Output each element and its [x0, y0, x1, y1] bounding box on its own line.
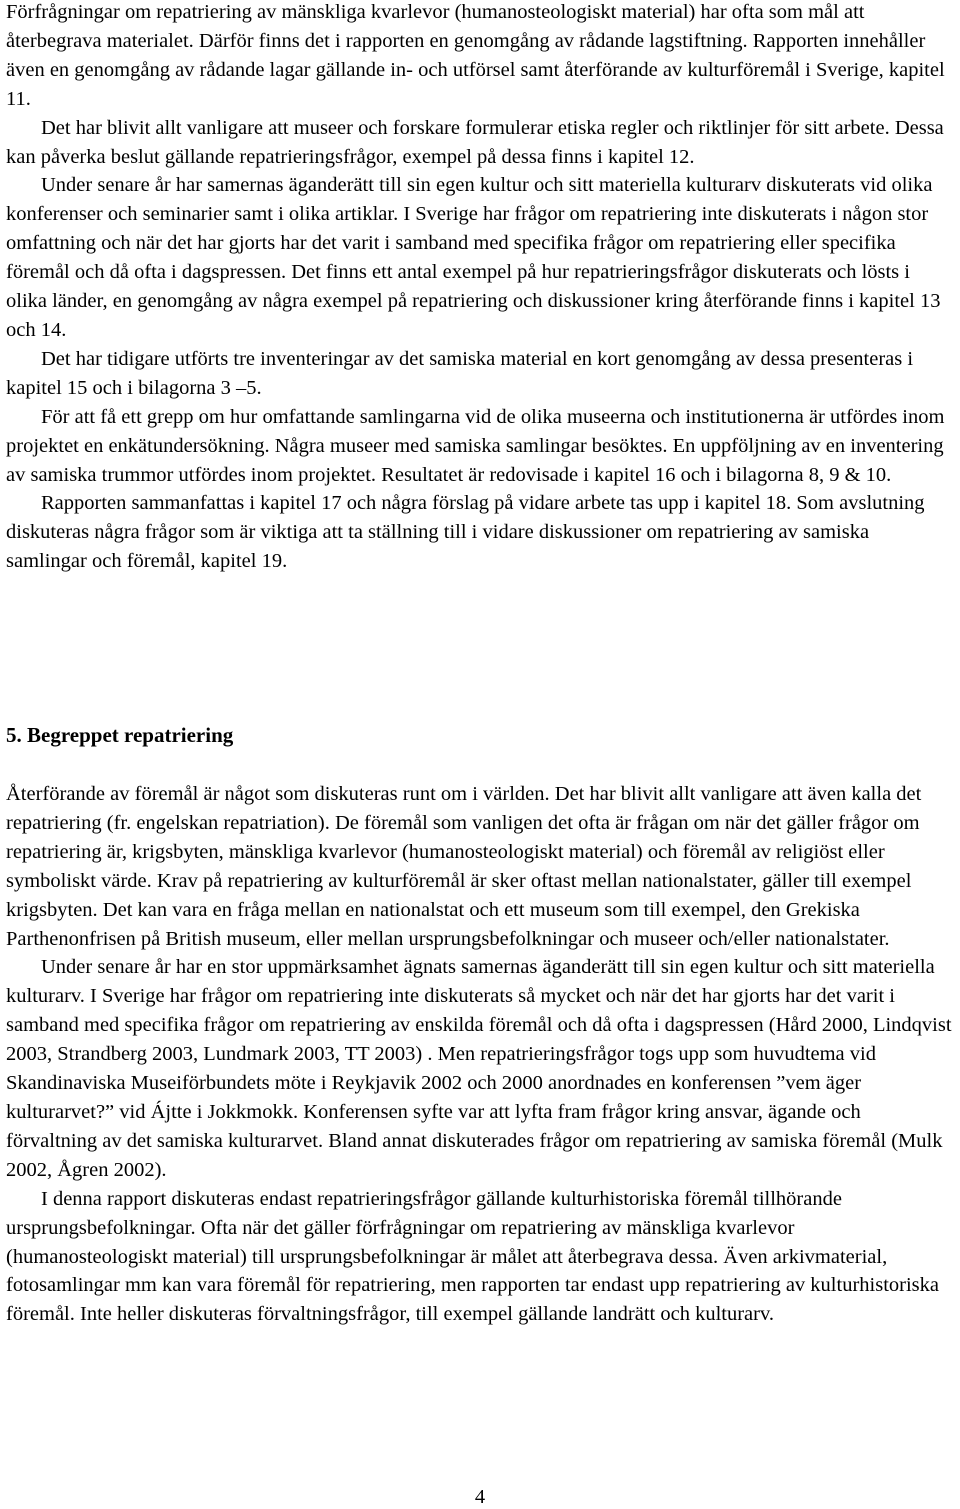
section-heading: 5. Begreppet repatriering: [6, 723, 234, 747]
intro-section: [6, 0, 954, 576]
paragraph: Förfrågningar om repatriering av mänskliga kvarlevor (humanosteologiskt material) har ofta som mål att återbegrava materialet. Därför finns det i rapporten en genomgång av rådande lagstiftning. Rapporten innehåller även en genomgång av rådande lagar gällande in- och utförsel samt återförande av kulturföremål i Sverige, kapitel 11.: [6, 1, 945, 110]
paragraph: Under senare år har samernas äganderätt till sin egen kultur och sitt materiella kulturarv diskuterats vid olika konferenser och seminarier samt i olika artiklar. I Sverige har frågor om repatriering inte diskuterats i någon stor omfattning och när det har gjorts har det varit i samband med specifika frågor om repatriering eller specifika föremål och då ofta i dagspressen. Det finns ett antal exempel på hur repatrieringsfrågor diskuterats och lösts i olika länder, en genomgång av några exempel på repatriering och diskussioner kring återförande finns i kapitel 13 och 14.: [6, 174, 941, 341]
paragraph: Rapporten sammanfattas i kapitel 17 och några förslag på vidare arbete tas upp i kapitel 18. Som avslutning diskuteras några frågor som är viktiga att ta ställning till i vidare diskussioner om repatriering av samiska samlingar och föremål, kapitel 19.: [6, 492, 925, 573]
section-body: [6, 780, 954, 1329]
paragraph: För att få ett grepp om hur omfattande samlingarna vid de olika museerna och institutionerna är utfördes inom projektet en enkätundersökning. Några museer med samiska samlingar besöktes. En uppföljning av en inventering av samiska trummor utfördes inom projektet. Resultatet är redovisade i kapitel 16 och i bilagorna 8, 9 & 10.: [6, 405, 945, 486]
paragraph: I denna rapport diskuteras endast repatrieringsfrågor gällande kulturhistoriska föremål tillhörande ursprungsbefolkningar. Ofta när det gäller förfrågningar om repatriering av mänskliga kvarlevor (humanosteologiskt material) till ursprungsbefolkningar är målet att återbegrava dessa. Även arkivmaterial, fotosamlingar mm kan vara föremål för repatriering, men rapporten tar endast upp repatriering av kulturhistoriska föremål. Inte heller diskuteras förvaltningsfrågor, till exempel gällande landrätt och kulturarv.: [6, 1187, 939, 1326]
paragraph: Det har tidigare utförts tre inventeringar av det samiska material en kort genomgång av dessa presenteras i kapitel 15 och i bilagorna 3 –5.: [6, 347, 914, 399]
page-number: 4: [474, 1486, 486, 1508]
paragraph: Under senare år har en stor uppmärksamhet ägnats samernas äganderätt till sin egen kultur och sitt materiella kulturarv. I Sverige har frågor om repatriering inte diskuterats så mycket och när det har gjorts har det varit i samband med specifika frågor om repatriering av enskilda föremål och då ofta i dagspressen (Hård 2000, Lindqvist 2003, Strandberg 2003, Lundmark 2003, TT 2003) . Men repatrieringsfrågor togs upp som huvudtema vid Skandinaviska Museiförbundets möte i Reykjavik 2002 och 2000 anordnades en konferensen ”vem äger kulturarvet?” vid Ájtte i Jokkmokk. Konferensen syfte var att lyfta fram frågor kring ansvar, ägande och förvaltning av det samiska kulturarvet. Bland annat diskuterades frågor om repatriering av samiska föremål (Mulk 2002, Ågren 2002).: [6, 956, 952, 1181]
paragraph: Det har blivit allt vanligare att museer och forskare formulerar etiska regler och riktlinjer för sitt arbete. Dessa kan påverka beslut gällande repatrieringsfrågor, exempel på dessa finns i kapitel 12.: [6, 116, 944, 168]
paragraph: Återförande av föremål är något som diskuteras runt om i världen. Det har blivit allt vanligare att även kalla det repatriering (fr. engelskan repatriation). De föremål som vanligen det ofta är frågan om när det gäller frågor om repatriering är, krigsbyten, mänskliga kvarlevor (humanosteologiskt material) och föremål av religiöst eller symboliskt värde. Krav på repatriering av kulturföremål är sker oftast mellan nationalstater, gäller till exempel krigsbyten. Det kan vara en fråga mellan en nationalstat och ett museum som till exempel, den Grekiska Parthenonfrisen på British museum, eller mellan ursprungsbefolkningar och museer och/eller nationalstater.: [6, 783, 922, 950]
